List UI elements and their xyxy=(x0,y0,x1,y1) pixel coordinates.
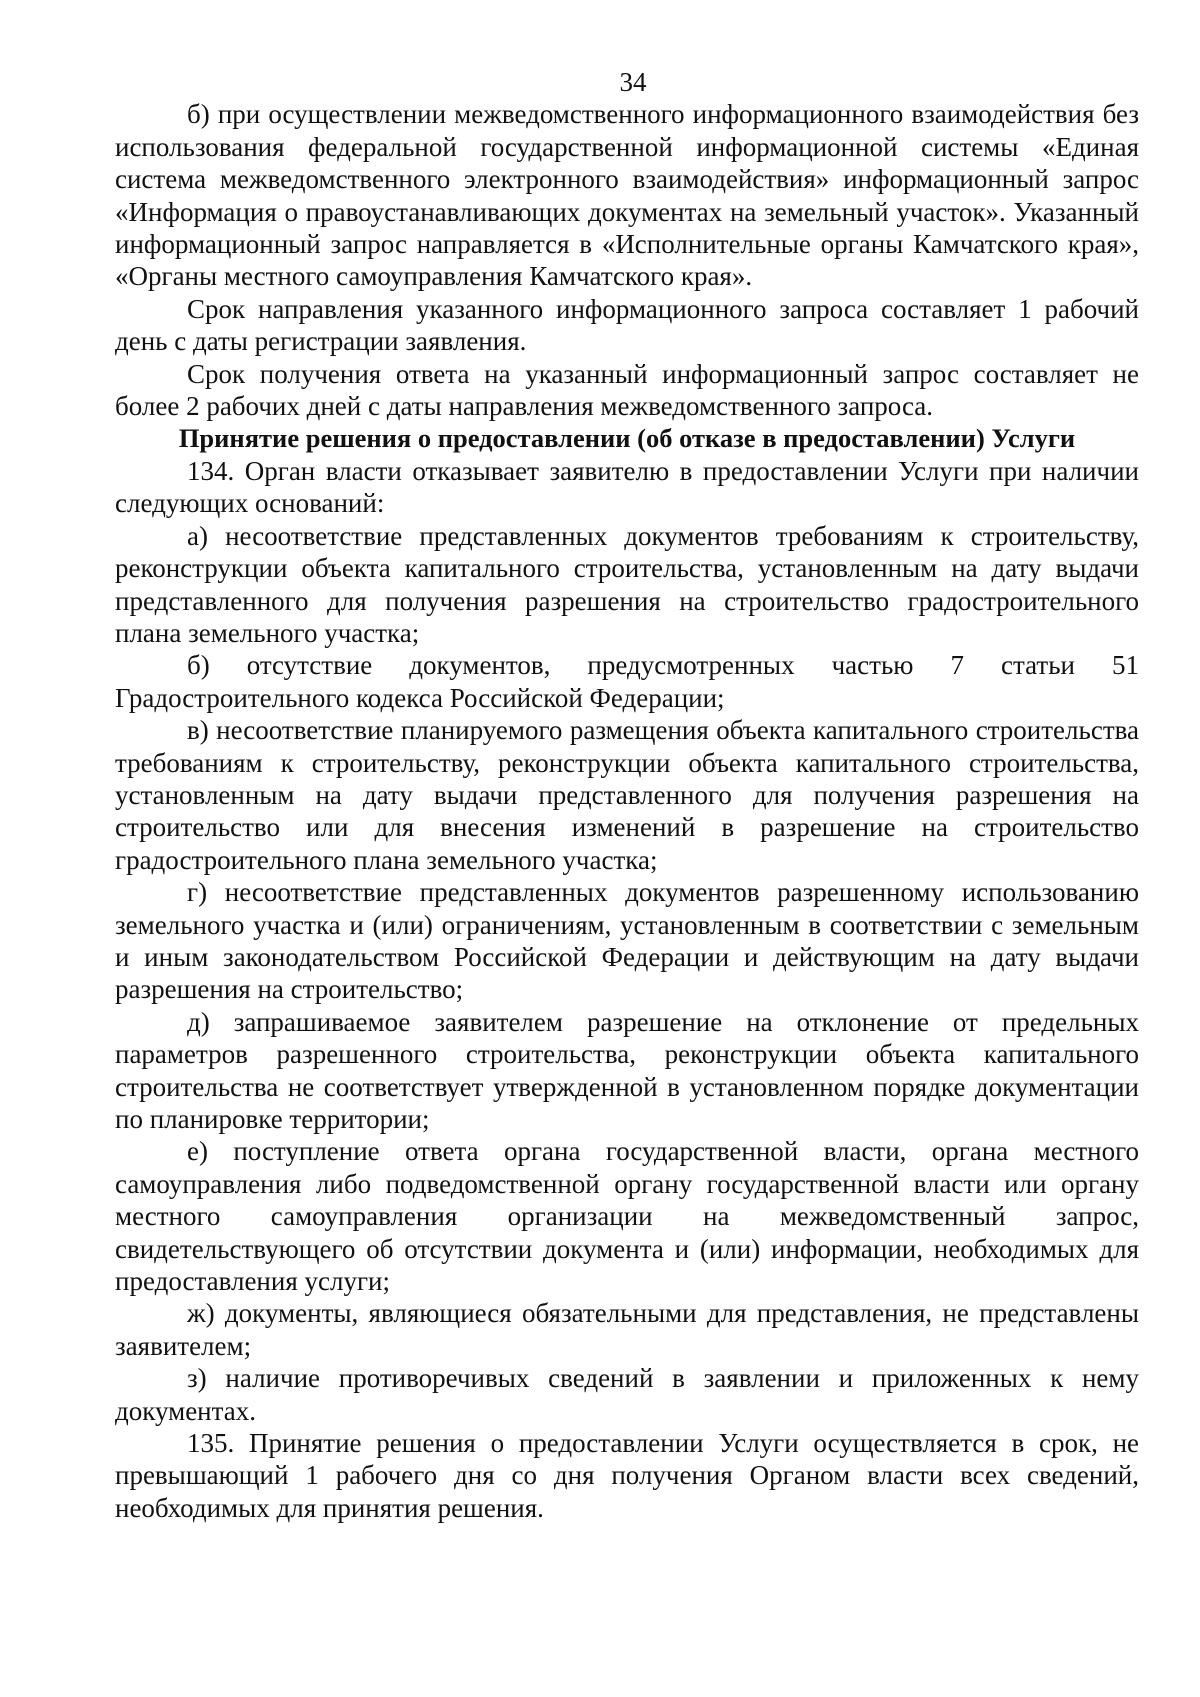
paragraph-interagency-request: б) при осуществлении межведомственного информационного взаимодействия без использования федеральной государственной информационной системы «Единая система межведомственного электронного взаимодействия» информационный запрос «Информация о правоустанавливающих документах на земельный участок». Указанный информационный запрос направляется в «Исполнительные органы Камчатского края», «Органы местного самоуправления Камчатского края». xyxy=(115,99,1139,292)
list-item-e: е) поступление ответа органа государственной власти, органа местного самоуправления либо подведомственной органу государственной власти или органу местного самоуправления организации на межведомственный запрос, свидетельствующего об отсутствии документа и (или) информации, необходимых для предоставления услуги; xyxy=(115,1136,1139,1297)
list-item-d: д) запрашиваемое заявителем разрешение на отклонение от предельных параметров разрешенного строительства, реконструкции объекта капитального строительства не соответствует утвержденной в установленном порядке документации по планировке территории; xyxy=(115,1006,1139,1134)
list-item-v: в) несоответствие планируемого размещения объекта капитального строительства требованиям к строительству, реконструкции объекта капитального строительства, установленным на дату выдачи представленного для получения разрешения на строительство или для внесения изменений в разрешение на строительство градостроительного плана земельного участка; xyxy=(115,715,1139,875)
paragraph-135: 135. Принятие решения о предоставлении Услуги осуществляется в срок, не превышающий 1 рабочего дня со дня получения Органом власти всех сведений, необходимых для принятия решения. xyxy=(115,1428,1139,1523)
page-number: 34 xyxy=(619,67,647,97)
paragraph-response-deadline: Срок получения ответа на указанный информационный запрос составляет не более 2 рабочих дней с даты направления межведомственного запроса. xyxy=(115,358,1139,422)
section-heading: Принятие решения о предоставлении (об отказе в предоставлении) Услуги xyxy=(178,423,1076,454)
list-item-a: а) несоответствие представленных документов требованиям к строительству, реконструкции объекта капитального строительства, установленным на дату выдачи представленного для получения разрешения на строительство градостроительного плана земельного участка; xyxy=(115,520,1139,648)
list-item-g: г) несоответствие представленных документов разрешенному использованию земельного участка и (или) ограничениям, установленным в соответствии с земельным и иным законодательством Российской Федерации и действующим на дату выдачи разрешения на строительство; xyxy=(115,877,1139,1005)
document-page xyxy=(115,66,1139,1524)
list-item-z: з) наличие противоречивых сведений в заявлении и приложенных к нему документах. xyxy=(115,1363,1139,1426)
list-item-zh: ж) документы, являющиеся обязательными для представления, не представлены заявителем; xyxy=(115,1298,1139,1361)
list-item-b: б) отсутствие документов, предусмотренных частью 7 статьи 51 Градостроительного кодекса Российской Федерации; xyxy=(115,650,1139,713)
paragraph-134: 134. Орган власти отказывает заявителю в предоставлении Услуги при наличии следующих оснований: xyxy=(115,455,1139,519)
paragraph-request-deadline: Срок направления указанного информационного запроса составляет 1 рабочий день с даты регистрации заявления. xyxy=(115,293,1139,357)
